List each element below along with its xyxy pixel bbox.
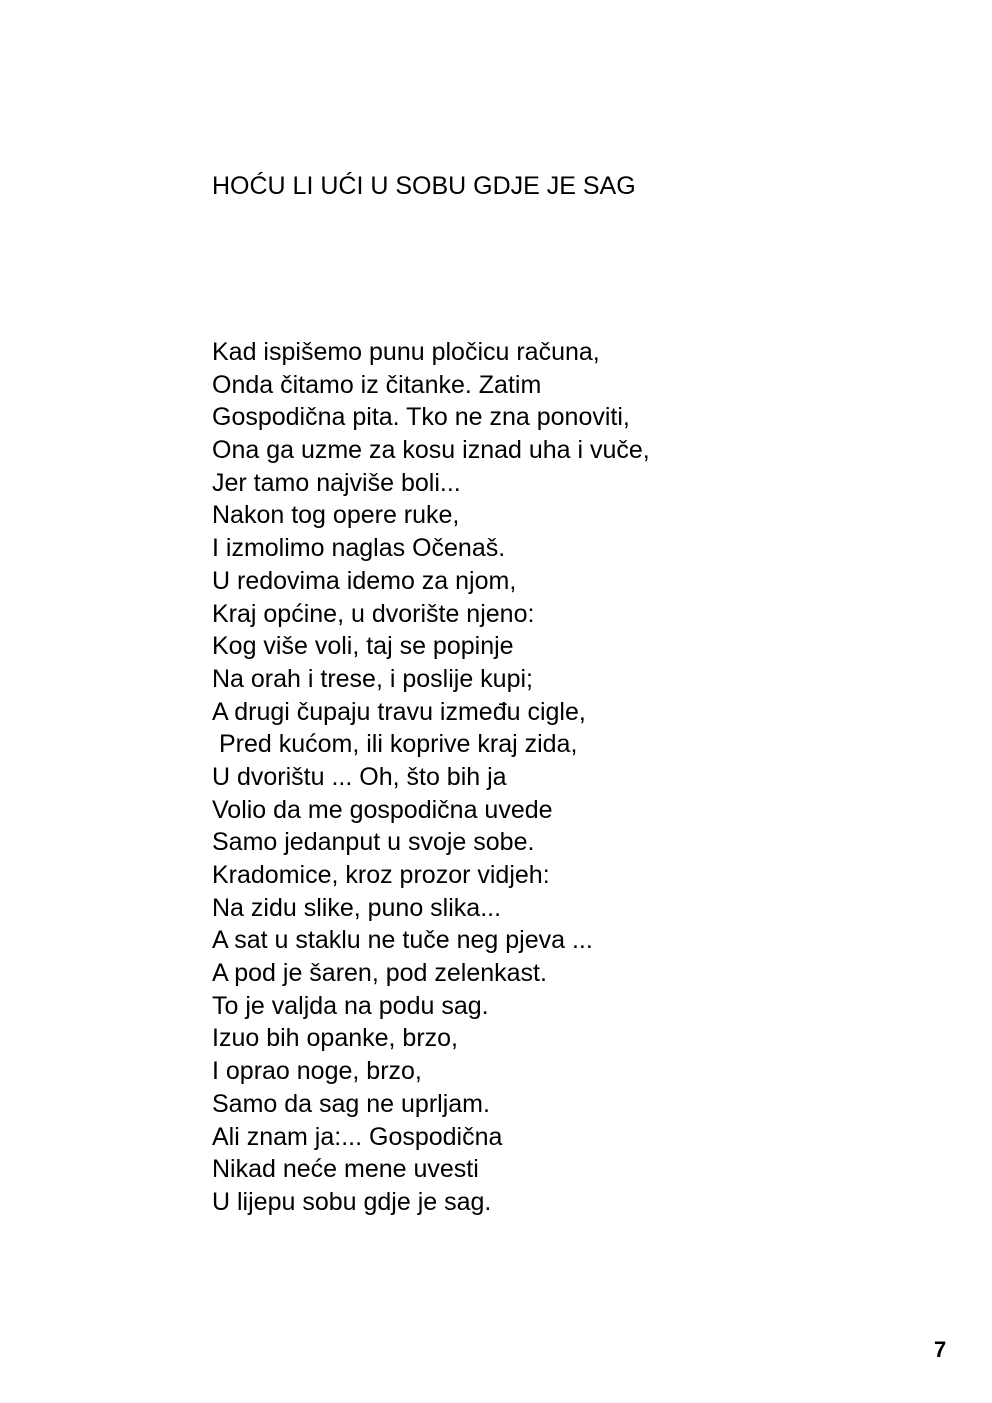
page-number: 7: [934, 1337, 947, 1362]
poem-line: Na zidu slike, puno slika...: [212, 893, 502, 922]
poem-line: Kradomice, kroz prozor vidjeh:: [212, 861, 550, 889]
poem-line: Nakon tog opere ruke,: [212, 501, 460, 530]
poem-line: I izmolimo naglas Očenaš.: [212, 534, 506, 563]
poem-line: Volio da me gospodična uvede: [212, 795, 553, 824]
poem-line: Nikad neće mene uvesti: [212, 1155, 479, 1184]
poem-line: To je valjda na podu sag.: [212, 991, 489, 1020]
poem-body: [212, 336, 650, 1219]
poem-line: Kog više voli, taj se popinje: [212, 632, 514, 661]
poem-line: Kad ispišemo punu pločicu računa,: [212, 338, 600, 366]
poem-line: U dvorištu ... Oh, što bih ja: [212, 762, 507, 791]
poem-line: I oprao noge, brzo,: [212, 1057, 422, 1086]
poem-line: Ona ga uzme za kosu iznad uha i vuče,: [212, 436, 650, 465]
poem-line: U redovima idemo za njom,: [212, 566, 517, 595]
poem-line: Onda čitamo iz čitanke. Zatim: [212, 370, 542, 399]
poem-line: Gospodična pita. Tko ne zna ponoviti,: [212, 403, 630, 432]
poem-line: Jer tamo najviše boli...: [212, 468, 461, 497]
poem-line: Ali znam ja:... Gospodična: [212, 1122, 503, 1151]
poem-line: A pod je šaren, pod zelenkast.: [212, 959, 547, 988]
poem-line: Kraj općine, u dvorište njeno:: [212, 599, 535, 628]
poem-line: A sat u staklu ne tuče neg pjeva ...: [212, 926, 593, 955]
poem-line: Pred kućom, ili koprive kraj zida,: [212, 730, 578, 759]
poem-line: Na orah i trese, i poslije kupi;: [212, 664, 533, 693]
poem-title: HOĆU LI UĆI U SOBU GDJE JE SAG: [212, 172, 636, 200]
poem-line: Samo da sag ne uprljam.: [212, 1089, 490, 1118]
poem-line: Izuo bih opanke, brzo,: [212, 1024, 458, 1053]
poem-line: Samo jedanput u svoje sobe.: [212, 828, 535, 857]
poem-line: U lijepu sobu gdje je sag.: [212, 1187, 492, 1216]
poem-line: A drugi čupaju travu između cigle,: [212, 697, 586, 726]
